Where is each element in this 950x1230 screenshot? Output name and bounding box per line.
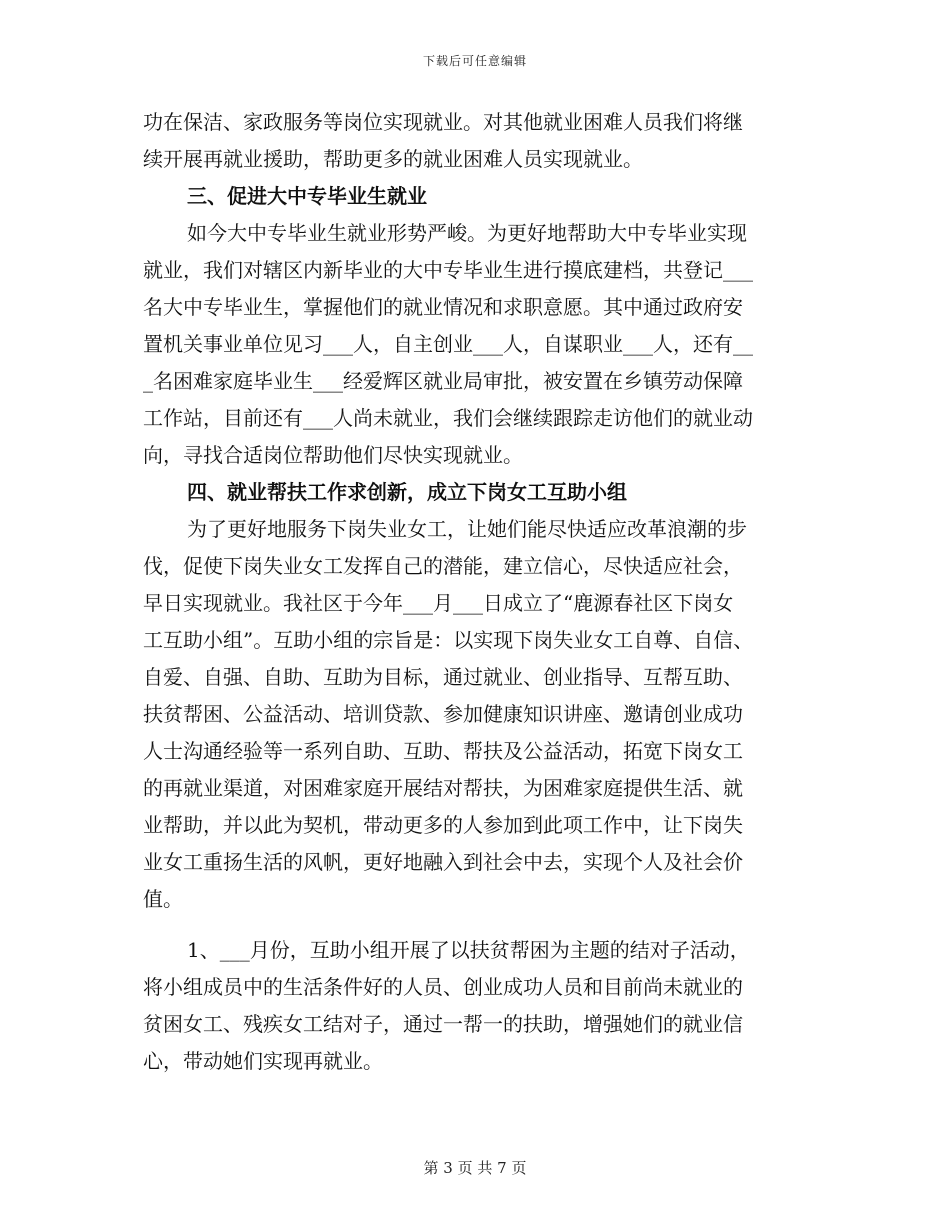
text-line: _名困难家庭毕业生___经爱辉区就业局审批，被安置在乡镇劳动保障	[143, 369, 743, 393]
page-footer: 第 3 页 共 7 页	[423, 1159, 527, 1177]
text-line: 伐，促使下岗失业女工发挥自己的潜能，建立信心，尽快适应社会，	[143, 554, 743, 578]
page-header: 下载后可任意编辑	[422, 54, 527, 68]
text-line: 业女工重扬生活的风帆，更好地融入到社会中去，实现个人及社会价	[143, 850, 743, 874]
text-line: 值。	[143, 887, 183, 911]
text-line: 为了更好地服务下岗失业女工，让她们能尽快适应改革浪潮的步	[187, 517, 747, 541]
text-line: 名大中专毕业生，掌握他们的就业情况和求职意愿。其中通过政府安	[143, 295, 743, 319]
text-line: 如今大中专毕业生就业形势严峻。为更好地帮助大中专毕业实现	[187, 221, 747, 245]
text-line: 置机关事业单位见习___人，自主创业___人，自谋职业___人，还有__	[143, 332, 753, 356]
text-line: 自爱、自强、自助、互助为目标，通过就业、创业指导、互帮互助、	[143, 665, 743, 689]
text-line: 1、___月份，互助小组开展了以扶贫帮困为主题的结对子活动，	[187, 938, 750, 962]
section-heading: 四、就业帮扶工作求创新，成立下岗女工互助小组	[187, 480, 627, 504]
text-line: 向，寻找合适岗位帮助他们尽快实现就业。	[143, 443, 523, 467]
text-line: 心，带动她们实现再就业。	[143, 1049, 383, 1073]
document-body	[143, 104, 811, 1080]
text-line: 贫困女工、残疾女工结对子，通过一帮一的扶助，增强她们的就业信	[143, 1012, 743, 1036]
text-line: 早日实现就业。我社区于今年___月___日成立了“鹿源春社区下岗女	[143, 591, 734, 615]
text-line: 工互助小组”。互助小组的宗旨是：以实现下岗失业女工自尊、自信、	[143, 628, 754, 652]
text-line: 续开展再就业援助，帮助更多的就业困难人员实现就业。	[143, 147, 643, 171]
text-line: 扶贫帮困、公益活动、培训贷款、参加健康知识讲座、邀请创业成功	[143, 702, 743, 726]
text-line: 功在保洁、家政服务等岗位实现就业。对其他就业困难人员我们将继	[143, 110, 743, 134]
text-line: 的再就业渠道，对困难家庭开展结对帮扶，为困难家庭提供生活、就	[143, 776, 743, 800]
text-line: 就业，我们对辖区内新毕业的大中专毕业生进行摸底建档，共登记___	[143, 258, 753, 282]
text-line: 业帮助，并以此为契机，带动更多的人参加到此项工作中，让下岗失	[143, 813, 743, 837]
text-line: 工作站，目前还有___人尚未就业，我们会继续跟踪走访他们的就业动	[143, 406, 753, 430]
text-line: 人士沟通经验等一系列自助、互助、帮扶及公益活动，拓宽下岗女工	[143, 739, 743, 763]
text-line: 将小组成员中的生活条件好的人员、创业成功人员和目前尚未就业的	[143, 975, 743, 999]
paragraph-gap	[143, 918, 811, 932]
section-heading: 三、促进大中专毕业生就业	[187, 184, 427, 208]
